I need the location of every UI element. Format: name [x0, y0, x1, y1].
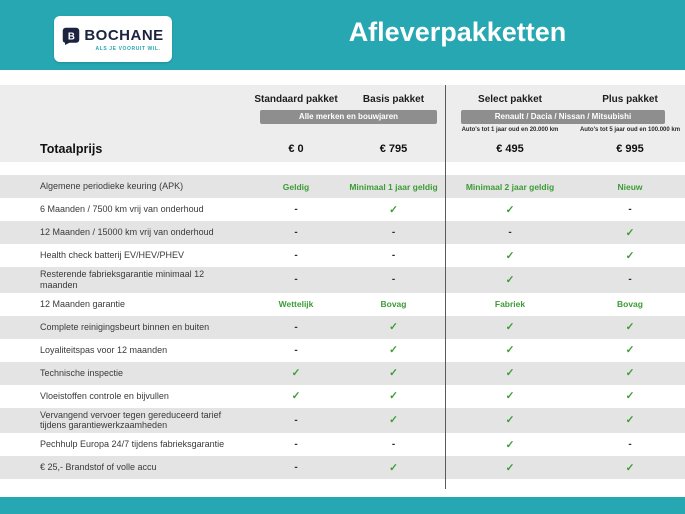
check-icon: ✓ — [505, 461, 515, 474]
check-icon: ✓ — [291, 367, 301, 380]
check-icon: ✓ — [505, 203, 515, 216]
check-icon: ✓ — [625, 249, 635, 262]
feature-label: 12 Maanden / 15000 km vrij van onderhoud — [40, 227, 214, 238]
feature-row — [0, 339, 685, 362]
total-price-select: € 495 — [496, 143, 524, 155]
check-icon: ✓ — [625, 226, 635, 239]
check-icon: ✓ — [505, 321, 515, 334]
bochane-logo — [54, 16, 172, 62]
empty-header-cell — [0, 97, 250, 101]
check-icon: ✓ — [505, 344, 515, 357]
column-divider — [445, 85, 446, 489]
dash-mark: - — [294, 250, 298, 261]
top-header — [0, 0, 685, 70]
check-icon: ✓ — [389, 390, 398, 403]
svg-text:B: B — [68, 30, 76, 42]
subnote-select: Auto's tot 1 jaar oud en 20.000 km — [461, 127, 559, 133]
bochane-logo-icon — [62, 27, 80, 45]
check-icon: ✓ — [625, 321, 635, 334]
dash-mark: - — [294, 344, 298, 356]
feature-row — [0, 175, 685, 198]
feature-value: Fabriek — [494, 299, 526, 310]
subnote-row — [0, 124, 685, 136]
check-icon: ✓ — [291, 390, 301, 403]
feature-row — [0, 293, 685, 316]
feature-row — [0, 198, 685, 221]
feature-value: Bovag — [617, 299, 643, 310]
page-title: Afleverpakketten — [348, 17, 567, 47]
feature-row — [0, 316, 685, 339]
dash-mark: - — [628, 204, 632, 215]
check-icon: ✓ — [505, 390, 515, 403]
feature-value: Geldig — [282, 181, 310, 192]
feature-row — [0, 385, 685, 408]
column-header-basis: Basis pakket — [362, 93, 425, 105]
feature-value: Nieuw — [617, 181, 643, 192]
column-header-row — [0, 89, 685, 109]
feature-label: Resterende fabrieksgarantie minimaal 12 maanden — [40, 269, 205, 290]
total-price-basis: € 795 — [379, 143, 408, 155]
feature-label: Pechhulp Europa 24/7 tijdens fabrieksgarantie — [40, 439, 225, 450]
dash-mark: - — [508, 227, 512, 238]
badge-renault-dacia-nissan-mitsubishi: Renault / Dacia / Nissan / Mitsubishi — [461, 110, 665, 124]
total-price-standaard: € 0 — [288, 143, 304, 155]
check-icon: ✓ — [625, 344, 635, 357]
dash-mark: - — [294, 462, 298, 474]
feature-row — [0, 408, 685, 434]
check-icon: ✓ — [505, 438, 515, 451]
feature-rows — [0, 175, 685, 479]
dash-mark: - — [294, 204, 298, 215]
dash-mark: - — [391, 250, 396, 261]
dash-mark: - — [391, 227, 396, 238]
feature-label: Technische inspectie — [40, 367, 124, 378]
feature-row — [0, 456, 685, 479]
check-icon: ✓ — [505, 249, 515, 262]
packages-table — [0, 85, 685, 479]
feature-row — [0, 267, 685, 293]
total-price-row — [0, 136, 685, 162]
total-price-plus: € 995 — [616, 143, 644, 155]
feature-row — [0, 362, 685, 385]
check-icon: ✓ — [505, 273, 515, 286]
check-icon: ✓ — [389, 461, 398, 474]
badge-all-brands: Alle merken en bouwjaren — [260, 110, 437, 124]
dash-mark: - — [391, 274, 396, 286]
column-header-select: Select pakket — [478, 93, 542, 105]
dash-mark: - — [294, 274, 298, 286]
bottom-bar — [0, 497, 685, 514]
dash-mark: - — [294, 414, 298, 426]
logo-text: BOCHANE — [84, 27, 164, 44]
feature-value: Minimaal 2 jaar geldig — [465, 181, 555, 192]
feature-label: € 25,- Brandstof of volle accu — [40, 462, 157, 473]
feature-row — [0, 433, 685, 456]
header-gap — [0, 162, 685, 175]
feature-label: Loyaliteitspas voor 12 maanden — [40, 344, 168, 355]
feature-row — [0, 244, 685, 267]
check-icon: ✓ — [389, 203, 398, 216]
check-icon: ✓ — [625, 414, 635, 427]
check-icon: ✓ — [625, 390, 635, 403]
column-header-plus: Plus pakket — [602, 93, 658, 105]
total-price-label: Totaalprijs — [40, 141, 103, 156]
dash-mark: - — [628, 274, 632, 286]
subnote-plus: Auto's tot 5 jaar oud en 100.000 km — [579, 127, 681, 133]
feature-label: 12 Maanden garantie — [40, 298, 126, 309]
check-icon: ✓ — [505, 367, 515, 380]
feature-label: Health check batterij EV/HEV/PHEV — [40, 250, 185, 261]
logo-tagline: ALS JE VOORUIT WIL. — [95, 45, 161, 52]
check-icon: ✓ — [389, 367, 398, 380]
feature-label: Vloeistoffen controle en bijvullen — [40, 390, 169, 401]
feature-value: Bovag — [380, 299, 407, 310]
feature-value: Minimaal 1 jaar geldig — [349, 181, 438, 192]
check-icon: ✓ — [389, 321, 398, 334]
check-icon: ✓ — [389, 414, 398, 427]
feature-label: Complete reinigingsbeurt binnen en buiten — [40, 321, 210, 332]
feature-value: Wettelijk — [278, 299, 314, 310]
check-icon: ✓ — [505, 414, 515, 427]
column-header-standaard: Standaard pakket — [254, 93, 338, 105]
dash-mark: - — [294, 227, 298, 238]
table-header-band — [0, 85, 685, 162]
badge-row — [0, 109, 685, 124]
dash-mark: - — [294, 321, 298, 333]
check-icon: ✓ — [389, 344, 398, 357]
dash-mark: - — [628, 439, 632, 451]
check-icon: ✓ — [625, 367, 635, 380]
check-icon: ✓ — [625, 461, 635, 474]
feature-label: Vervangend vervoer tegen gereduceerd tarief tijdens garantiewerkzaamheden — [40, 409, 222, 431]
feature-row — [0, 221, 685, 244]
feature-label: Algemene periodieke keuring (APK) — [40, 181, 184, 192]
feature-label: 6 Maanden / 7500 km vrij van onderhoud — [40, 204, 204, 215]
dash-mark: - — [391, 439, 396, 451]
dash-mark: - — [294, 439, 298, 451]
